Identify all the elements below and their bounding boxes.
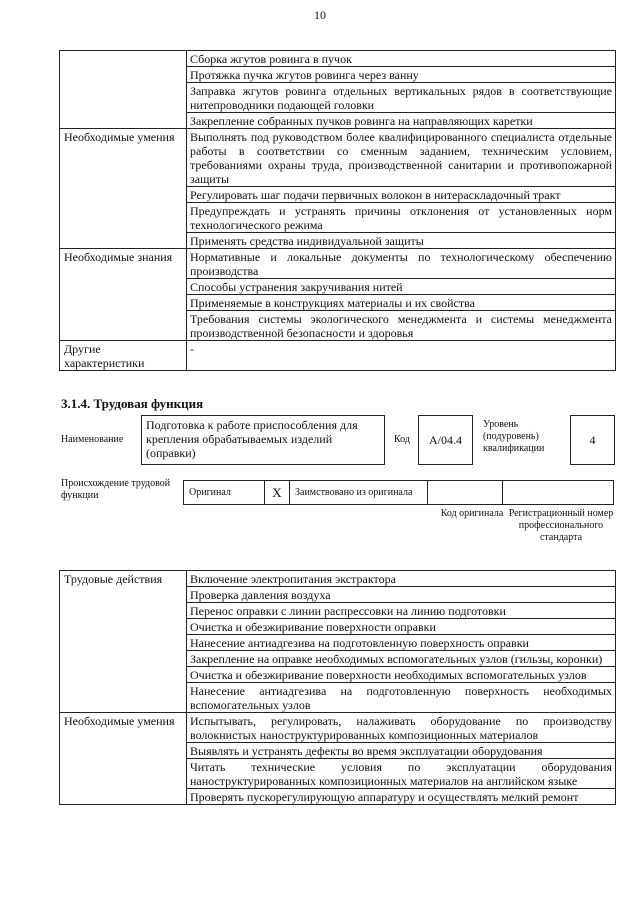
name-value: Подготовка к работе приспособления для крепления обрабатываемых изделий (оправки) xyxy=(141,415,385,465)
page-number: 10 xyxy=(314,8,326,22)
row-value: Применяемые в конструкциях материалы и их свойства xyxy=(187,295,616,311)
bottom-table-body xyxy=(60,571,616,805)
row-value: Предупреждать и устранять причины отклонения от установленных норм технологического режима xyxy=(187,203,616,233)
row-value: Нормативные и локальные документы по технологическому обеспечению производства xyxy=(187,249,616,279)
reg-number-caption: Регистрационный номер профессионального стандарта xyxy=(508,508,614,543)
original-mark: X xyxy=(264,480,290,505)
row-value: Проверять пускорегулирующую аппаратуру и осуществлять мелкий ремонт xyxy=(187,789,616,805)
table-row xyxy=(60,571,616,587)
origin-strip xyxy=(184,480,614,505)
borrowed-label: Заимствовано из оригинала xyxy=(289,480,428,505)
code-original-caption: Код оригинала xyxy=(440,508,504,519)
row-value: Закрепление на оправке необходимых вспомогательных узлов (гильзы, коронки) xyxy=(187,651,616,667)
top-requirements-table xyxy=(59,50,616,371)
row-value: Требования системы экологического менеджмента и системы менеджмента производственной безопасности и здоровья xyxy=(187,311,616,341)
row-label: Другие характеристики xyxy=(60,341,187,371)
row-value: Очистка и обезжиривание поверхности необходимых вспомогательных узлов xyxy=(187,667,616,683)
row-value: Выполнять под руководством более квалифицированного специалиста отдельные работы в соответствии со сменным заданием, техническим условием, требованиями охраны труда, производственной санитарии и противопожарной защиты xyxy=(187,129,616,187)
name-label: Наименование xyxy=(61,434,124,445)
code-original-cell xyxy=(427,480,503,505)
row-value: Читать технические условия по эксплуатации оборудования наноструктурированных композиционных материалов на английском языке xyxy=(187,759,616,789)
row-value: Сборка жгутов ровинга в пучок xyxy=(187,51,616,67)
row-value: Выявлять и устранять дефекты во время эксплуатации оборудования xyxy=(187,743,616,759)
row-value: Проверка давления воздуха xyxy=(187,587,616,603)
row-value: Применять средства индивидуальной защиты xyxy=(187,233,616,249)
origin-label: Происхождение трудовой функции xyxy=(61,478,171,501)
row-value: - xyxy=(187,341,616,371)
row-value: Испытывать, регулировать, налаживать оборудование по производству волокнистых наноструктурированных композиционных материалов xyxy=(187,713,616,743)
table-row xyxy=(60,341,616,371)
row-value: Нанесение антиадгезива на подготовленную поверхность оправки xyxy=(187,635,616,651)
row-label: Необходимые знания xyxy=(60,249,187,341)
row-label xyxy=(60,51,187,129)
table-row xyxy=(60,249,616,279)
code-value: А/04.4 xyxy=(418,415,473,465)
row-value: Нанесение антиадгезива на подготовленную поверхность необходимых вспомогательных узлов xyxy=(187,683,616,713)
reg-number-cell xyxy=(502,480,614,505)
row-label: Необходимые умения xyxy=(60,129,187,249)
level-label: Уровень (подуровень) квалификации xyxy=(483,419,545,454)
table-row xyxy=(60,129,616,187)
row-value: Закрепление собранных пучков ровинга на направляющих каретки xyxy=(187,113,616,129)
row-value: Регулировать шаг подачи первичных волокон в нитераскладочный тракт xyxy=(187,187,616,203)
top-table-body xyxy=(60,51,616,371)
section-heading: 3.1.4. Трудовая функция xyxy=(61,396,204,411)
row-value: Заправка жгутов ровинга отдельных вертикальных рядов в соответствующие нитепроводники подающей головки xyxy=(187,83,616,113)
table-row xyxy=(60,51,616,67)
row-label: Трудовые действия xyxy=(60,571,187,713)
row-label: Необходимые умения xyxy=(60,713,187,805)
bottom-requirements-table xyxy=(59,570,616,805)
original-label: Оригинал xyxy=(183,480,265,505)
row-value: Включение электропитания экстрактора xyxy=(187,571,616,587)
code-label: Код xyxy=(394,434,410,445)
row-value: Способы устранения закручивания нитей xyxy=(187,279,616,295)
row-value: Очистка и обезжиривание поверхности оправки xyxy=(187,619,616,635)
row-value: Протяжка пучка жгутов ровинга через ванну xyxy=(187,67,616,83)
level-value: 4 xyxy=(570,415,615,465)
table-row xyxy=(60,713,616,743)
row-value: Перенос оправки с линии распрессовки на линию подготовки xyxy=(187,603,616,619)
